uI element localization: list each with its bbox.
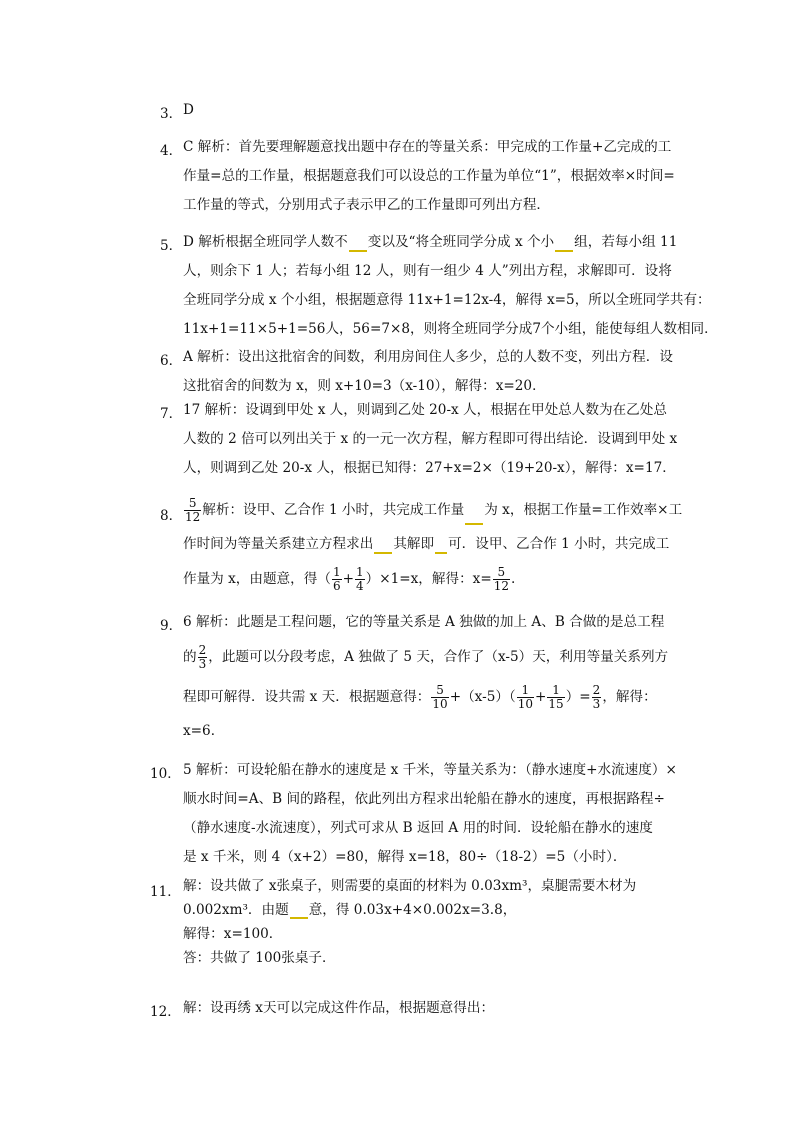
- fraction: $\frac{2}{3}$: [592, 683, 601, 711]
- answer-line: D 解析根据全班同学人数不 变以及“将全班同学分成 x 个小 组，若每小组 11: [183, 234, 678, 250]
- highlight-mark: [465, 523, 483, 525]
- fraction: $\frac{5}{12}$: [185, 496, 201, 524]
- answer-line: 工作量的等式，分别用式子表示甲乙的工作量即可列出方程．: [183, 197, 551, 213]
- fraction: $\frac{5}{10}$: [432, 683, 448, 711]
- answer-line: 5 解析：可设轮船在静水的速度是 x 千米，等量关系为：（静水速度+水流速度）×: [183, 762, 677, 778]
- answer-line: $\frac{5}{12}$ 解析：设甲、乙合作 1 小时，共完成工作量 为 x，根据工作量=工作效率×工: [185, 496, 683, 524]
- answer-line: 人，则调到乙处 20-x 人，根据已知得：27+x=2×（19+20-x），解得：x=17．: [183, 460, 676, 476]
- answer-line: 作时间为等量关系建立方程求出 其解即 可．设甲、乙合作 1 小时，共完成工: [183, 536, 670, 552]
- answer-number: 10．: [150, 766, 181, 782]
- answer-line: 这批宿舍的间数为 x，则 x+10=3（x-10），解得：x=20．: [183, 378, 546, 394]
- fraction: $\frac{1}{6}$: [332, 565, 341, 593]
- answer-number: 5．: [160, 238, 183, 254]
- answer-line: 程即可解得．设共需 x 天．根据题意得： $\frac{5}{10}$ +（x-5）（ $\frac{1}{10}$ + $\frac{1}{15}$ ）= $\frac{2}{3}$ ，解得：: [183, 683, 657, 711]
- highlight-mark: [374, 552, 392, 554]
- answer-line: 解：设再绣 x天可以完成这件作品，根据题意得出：: [183, 1000, 495, 1016]
- answer-line: C 解析：首先要理解题意找出题中存在的等量关系：甲完成的工作量+乙完成的工: [183, 139, 672, 155]
- answer-line: 解：设共做了 x张桌子，则需要的桌面的材料为 0.03xm³，桌腿需要木材为: [183, 878, 637, 894]
- answer-line: 作量=总的工作量，根据题意我们可以设总的工作量为单位“1”，根据效率×时间=: [183, 168, 675, 184]
- fraction: $\frac{1}{10}$: [517, 683, 534, 711]
- answer-line: 是 x 千米，则 4（x+2）=80，解得 x=18，80÷（18-2）=5（小时）．: [183, 849, 627, 865]
- answer-line: D: [183, 102, 194, 118]
- highlight-mark: [349, 250, 367, 252]
- answer-line: x=6．: [183, 723, 225, 739]
- fraction: $\frac{2}{3}$: [198, 643, 207, 671]
- answer-number: 8．: [160, 508, 183, 524]
- answer-number: 6．: [160, 353, 183, 369]
- answer-line: 全班同学分成 x 个小组，根据题意得 11x+1=12x-4，解得 x=5，所以全班同学共有：: [183, 292, 711, 308]
- answer-line: 6 解析：此题是工程问题，它的等量关系是 A 独做的加上 A、B 合做的是总工程: [183, 614, 665, 630]
- highlight-mark: [290, 917, 308, 919]
- answer-line: 人数的 2 倍可以列出关于 x 的一元一次方程，解方程即可得出结论．设调到甲处 x: [183, 431, 678, 447]
- answer-line: 0.002xm³．由题 意，得 0.03x+4×0.002x=3.8，: [183, 902, 517, 918]
- highlight-mark: [435, 552, 447, 554]
- answer-number: 12．: [150, 1004, 181, 1020]
- answer-number: 7．: [160, 406, 183, 422]
- answer-line: 解得：x=100．: [183, 926, 283, 942]
- fraction: $\frac{1}{4}$: [355, 565, 364, 593]
- answer-number: 4．: [160, 143, 183, 159]
- answer-number: 9．: [160, 618, 183, 634]
- fraction: $\frac{1}{15}$: [548, 683, 564, 711]
- answer-line: 答：共做了 100张桌子．: [183, 950, 336, 966]
- fraction: $\frac{5}{12}$: [493, 565, 510, 593]
- answer-line: （静水速度-水流速度），列式可求从 B 返回 A 用的时间．设轮船在静水的速度: [183, 820, 653, 836]
- answer-line: 的 $\frac{2}{3}$ ，此题可以分段考虑，A 独做了 5 天，合作了（x-5）天，利用等量关系列方: [183, 643, 669, 671]
- answer-line: 作量为 x，由题意，得（ $\frac{1}{6}$ + $\frac{1}{4}$ ）×1=x，解得：x= $\frac{5}{12}$ .: [183, 565, 516, 593]
- answer-line: A 解析：设出这批宿舍的间数，利用房间住人多少，总的人数不变，列出方程．设: [183, 349, 673, 365]
- answer-line: 顺水时间=A、B 间的路程，依此列出方程求出轮船在静水的速度，再根据路程÷: [183, 791, 665, 807]
- answer-line: 17 解析：设调到甲处 x 人，则调到乙处 20-x 人，根据在甲处总人数为在乙处总: [183, 402, 667, 418]
- highlight-mark: [555, 250, 573, 252]
- answer-number: 3．: [160, 106, 183, 122]
- answer-number: 11．: [150, 884, 181, 900]
- answer-line: 人，则余下 1 人；若每小组 12 人，则有一组少 4 人”列出方程，求解即可．设将: [183, 263, 672, 279]
- answer-line: 11x+1=11×5+1=56人，56=7×8，则将全班同学分成7个小组，能使每组人数相同．: [183, 321, 718, 337]
